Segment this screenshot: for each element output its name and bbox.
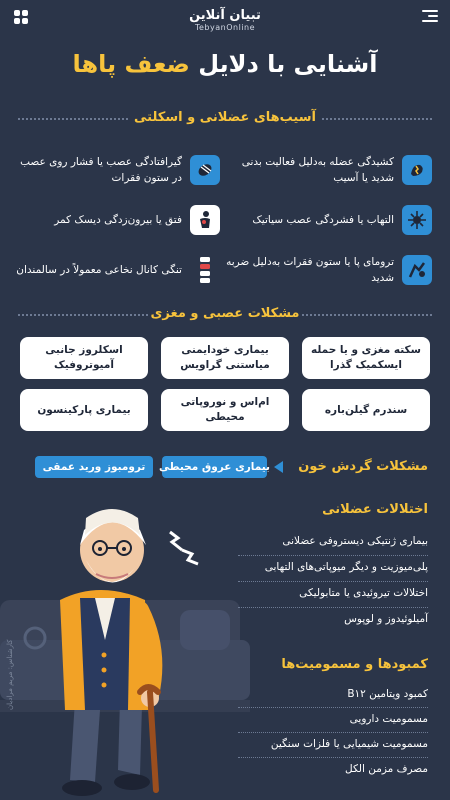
neuro-box: ام‌اس و نوروپاتی محیطی [161,389,289,431]
ms-text: گیرافتادگی عصب یا فشار روی عصب در ستون فقرات [20,156,182,184]
ms-text: ترومای پا یا ستون فقرات به‌دلیل ضربه شدید [226,256,394,284]
logo-en: TebyanOnline [194,23,256,32]
ms-text: فتق یا بیرون‌زدگی دیسک کمر [54,214,182,226]
circulation-pill: بیماری عروق محیطی [162,456,267,478]
ms-item [222,150,432,190]
ms-text: التهاب یا فشردگی عصب سیاتیک [252,214,394,226]
neuro-box: بیماری خودایمنی میاستنی گراویس [161,337,289,379]
divider [238,581,428,582]
divider [238,555,428,556]
logo [0,8,450,32]
ms-item [10,250,220,290]
list-item: مصرف مزمن الکل [345,763,428,775]
section-title-circulation: مشکلات گردش خون [298,459,428,474]
title-part1: آشنایی با دلایل [198,50,378,78]
ms-item [10,200,220,240]
list-item: پلی‌میوزیت و دیگر میوپاتی‌های التهابی [264,561,428,573]
circulation-pill: ترومبوز ورید عمقی [35,456,153,478]
divider [238,732,428,733]
page-title [0,50,450,78]
muscle-strain-icon [402,155,432,185]
neuro-box: سکته مغزی و یا حمله ایسکمیک گذرا [302,337,430,379]
section-title-neuro: مشکلات عصبی و مغزی [150,306,300,321]
pinched-nerve-icon [190,155,220,185]
section-title-muscle-disorders: اختلالات عضلانی [322,502,428,517]
list-item: مسمومیت دارویی [349,713,428,725]
title-part2: ضعف پاها [72,50,190,78]
list-item: مسمومیت شیمیایی یا فلزات سنگین [270,738,428,750]
list-item: کمبود ویتامین B۱۲ [347,688,428,700]
list-item: بیماری ژنتیکی دیستروفی عضلانی [282,535,428,547]
divider [238,707,428,708]
list-item: اختلالات تیروئیدی یا متابولیکی [299,587,428,599]
inflamed-nerve-icon [402,205,432,235]
old-man-illustration [0,470,270,800]
section-title-musculoskeletal: آسیب‌های عضلانی و اسکلتی [134,110,316,125]
back-pain-icon [190,205,220,235]
credit-text: کارشناس: مریم مرادیان [6,640,14,711]
divider [238,757,428,758]
ms-item [10,150,220,190]
neuro-box: سندرم گیلن‌باره [302,389,430,431]
trauma-icon [402,255,432,285]
section-title-deficiency: کمبودها و مسمومیت‌ها [281,657,428,672]
spine-icon [190,255,220,285]
list-item: آمیلوئیدوز و لوپوس [344,613,428,625]
ms-text: کشیدگی عضله به‌دلیل فعالیت بدنی شدید یا آسیب [241,156,394,184]
logo-fa: تبیان آنلاین [189,8,261,23]
neuro-box: اسکلروز جانبی آمیوتروفیک [20,337,148,379]
neuro-box: بیماری پارکینسون [20,389,148,431]
ms-item [222,250,432,290]
arrow-left-icon [274,461,283,473]
ms-item [222,200,432,240]
ms-text: تنگی کانال نخاعی معمولاً در سالمندان [16,264,182,276]
divider [238,607,428,608]
